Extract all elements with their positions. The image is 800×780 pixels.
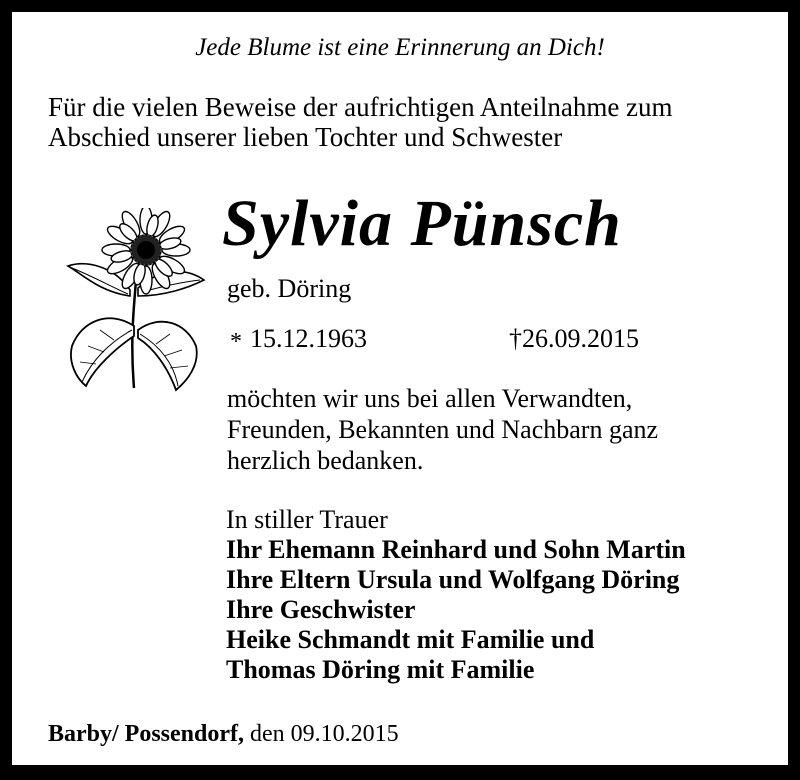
mourner-line-5: Thomas Döring mit Familie	[226, 655, 535, 684]
death-date: 26.09.2015	[522, 324, 639, 353]
mourner-line-4: Heike Schmandt mit Familie und	[226, 625, 595, 654]
footer-date: den 09.10.2015	[250, 721, 399, 747]
thanks-line-1: möchten wir uns bei allen Verwandten,	[227, 384, 633, 413]
footer	[48, 721, 399, 748]
thanks-line-3: herzlich bedanken.	[227, 446, 424, 475]
obituary-notice	[12, 12, 788, 765]
death-date-row	[509, 324, 639, 354]
death-symbol: †	[509, 324, 522, 353]
mourner-line-3: Ihre Geschwister	[226, 595, 416, 624]
motto: Jede Blume ist eine Erinnerung an Dich!	[195, 34, 605, 61]
sunflower-icon	[64, 208, 214, 398]
maiden-name: geb. Döring	[227, 274, 352, 303]
intro-line-1: Für die vielen Beweise der aufrichtigen Anteilnahme zum	[48, 92, 673, 122]
mourner-line-2: Ihre Eltern Ursula und Wolfgang Döring	[226, 565, 680, 594]
birth-date-row	[230, 324, 367, 354]
birth-symbol: *	[230, 329, 242, 355]
mourner-line-1: Ihr Ehemann Reinhard und Sohn Martin	[226, 535, 686, 564]
footer-place: Barby/ Possendorf,	[48, 721, 245, 747]
deceased-name: Sylvia Pünsch	[222, 187, 622, 260]
birth-date: 15.12.1963	[250, 324, 367, 353]
thanks-line-2: Freunden, Bekannten und Nachbarn ganz	[227, 415, 659, 444]
intro-line-2: Abschied unserer lieben Tochter und Schwester	[48, 122, 563, 152]
mourners-intro: In stiller Trauer	[226, 505, 388, 534]
